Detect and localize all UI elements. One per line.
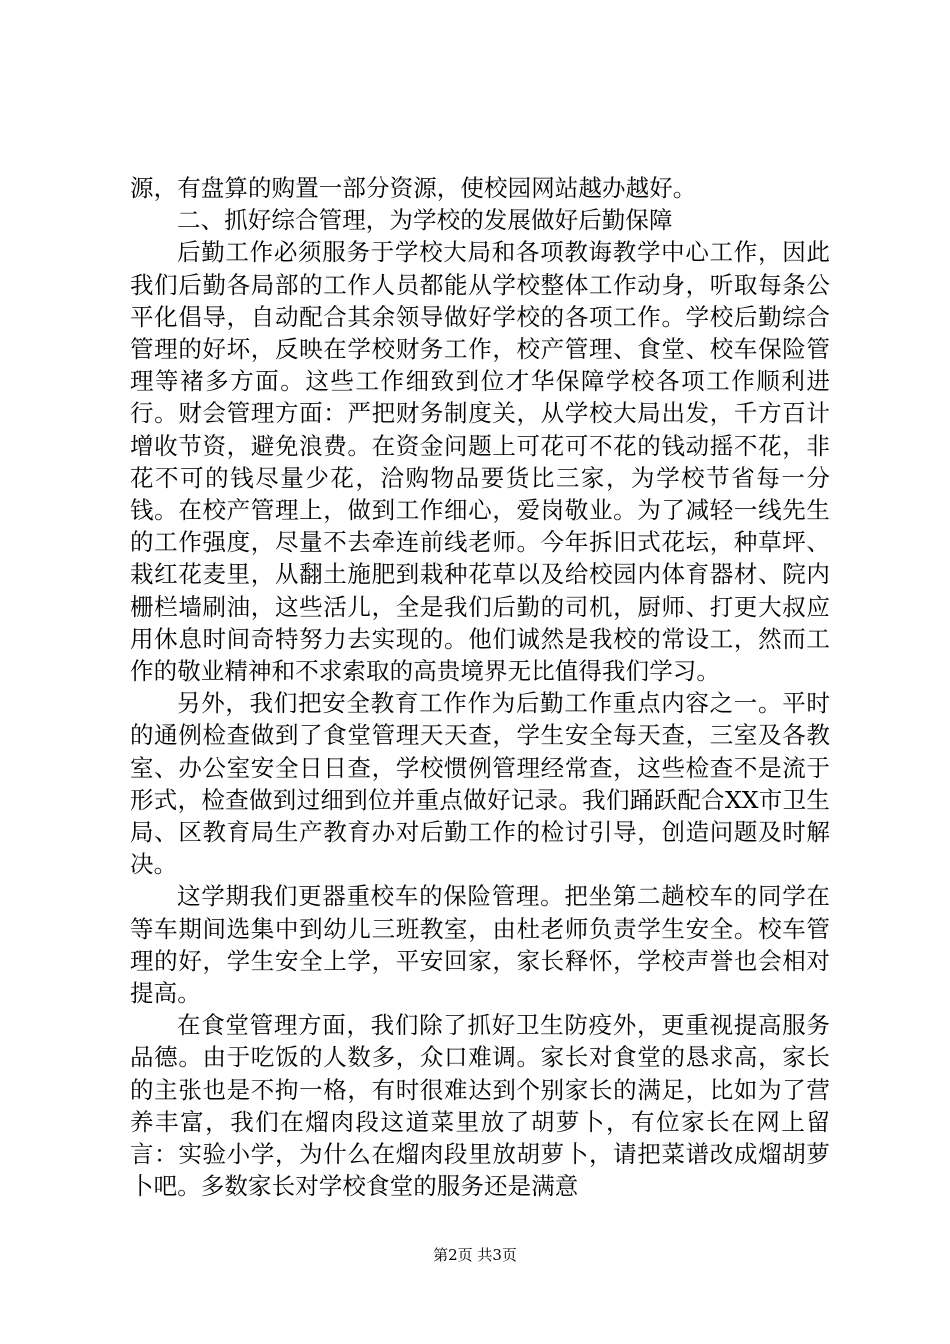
section-heading: 二、抓好综合管理，为学校的发展做好后勤保障: [177, 206, 673, 235]
paragraph-canteen: 在食堂管理方面，我们除了抓好卫生防疫外，更重视提高服务品德。由于吃饭的人数多，众口难调。家长对食堂的恳求高，家长的主张也是不拘一格，有时很难达到个别家长的满足，比如为了营养丰富，我们在熘肉段这道菜里放了胡萝卜，有位家长在网上留言：实验小学，为什么在熘肉段里放胡萝卜，请把菜谱改成熘胡萝卜吧。多数家长对学校食堂的服务还是满意: [130, 1011, 830, 1201]
document-body: [130, 172, 830, 1203]
page-number-footer: 第2页 共3页: [433, 1246, 517, 1264]
paragraph-logistics: 后勤工作必须服务于学校大局和各项教诲教学中心工作，因此我们后勤各局部的工作人员都能从学校整体工作动身，听取每条公平化倡导，自动配合其余领导做好学校的各项工作。学校后勤综合管理的好坏，反映在学校财务工作，校产管理、食堂、校车保险管理等褚多方面。这些工作细致到位才华保障学校各项工作顺利进行。财会管理方面：严把财务制度关，从学校大局出发，千方百计增收节资，避免浪费。在资金问题上可花可不花的钱动摇不花，非花不可的钱尽量少花，洽购物品要货比三家，为学校节省每一分钱。在校产管理上，做到工作细心，爱岗敬业。为了减轻一线先生的工作强度，尽量不去牵连前线老师。今年拆旧式花坛，种草坪、栽红花麦里，从翻土施肥到栽种花草以及给校园内体育器材、院内栅栏墙刷油，这些活儿，全是我们后勤的司机，厨师、打更大叔应用休息时间奇特努力去实现的。他们诚然是我校的常设工，然而工作的敬业精神和不求索取的高贵境界无比值得我们学习。: [130, 238, 830, 686]
paragraph-safety: 另外，我们把安全教育工作作为后勤工作重点内容之一。平时的通例检查做到了食堂管理天天查，学生安全每天查，三室及各教室、办公室安全日日查，学校惯例管理经常查，这些检查不是流于形式，检查做到过细到位并重点做好记录。我们踊跃配合XX市卫生局、区教育局生产教育办对后勤工作的检讨引导，创造问题及时解决。: [130, 689, 830, 879]
paragraph-school-bus: 这学期我们更器重校车的保险管理。把坐第二趟校车的同学在等车期间选集中到幼儿三班教室，由杜老师负责学生安全。校车管理的好，学生安全上学，平安回家，家长释怀，学校声誉也会相对提高。: [130, 882, 830, 1008]
paragraph-1: 源，有盘算的购置一部分资源，使校园网站越办越好。: [130, 174, 697, 202]
